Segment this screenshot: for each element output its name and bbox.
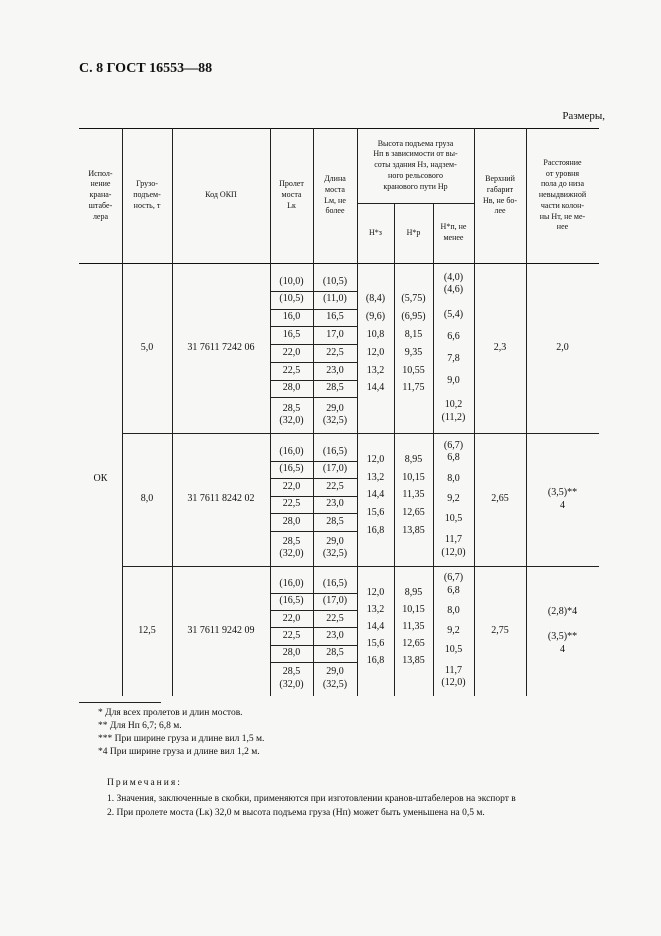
- h-z-value: 13,2: [366, 471, 385, 483]
- bridge-length-value: 29,0 (32,5): [322, 402, 348, 427]
- h-r-value: 10,55: [402, 364, 425, 376]
- h-n-value: 10,2 (11,2): [441, 399, 466, 423]
- h-z-value: 15,6: [366, 638, 385, 650]
- h-n-value: 9,0: [447, 374, 460, 386]
- h-r-value: (6,95): [401, 311, 426, 323]
- h-z-value: 12,0: [366, 346, 385, 358]
- bridge-length-value: 28,5: [326, 646, 344, 658]
- h-r-value: 8,15: [404, 328, 423, 340]
- capacity-value: 12,5: [138, 624, 156, 636]
- h-n-value: (6,7) 6,8: [443, 572, 464, 596]
- header-capacity: Грузо- подъем- ность, т: [133, 179, 161, 210]
- footnote-2: ** Для Нп 6,7; 6,8 м.: [98, 721, 182, 731]
- bridge-length-value: (17,0): [322, 463, 348, 475]
- bridge-length-value: 28,5: [326, 515, 344, 527]
- bridge-length-value: 16,5: [326, 311, 344, 323]
- h-z-value: 12,0: [366, 454, 385, 466]
- h-n-value: 10,5: [444, 644, 463, 656]
- h-n-value: (4,0) (4,6): [443, 271, 464, 296]
- note-2: 2. При пролете моста (Lк) 32,0 м высота подъема груза (Нп) может быть уменьшена на 0,5 м.: [107, 808, 485, 818]
- h-z-value: 14,4: [366, 489, 385, 501]
- footnotes: [98, 707, 264, 759]
- specifications-table: [79, 128, 599, 696]
- header-top-clearance: Верхний габарит Нв, не бо- лее: [482, 173, 518, 216]
- note-1: 1. Значения, заключенные в скобки, применяются при изготовлении кранов-штабелеров на экспорт в: [107, 794, 516, 804]
- bridge-length-value: (16,5): [322, 445, 348, 457]
- h-z-value: 13,2: [366, 604, 385, 616]
- span-value: 28,5 (32,0): [279, 402, 304, 427]
- bridge-length-value: 22,5: [326, 612, 344, 624]
- span-value: (10,0): [279, 275, 304, 287]
- h-z-value: 13,2: [366, 364, 385, 376]
- bridge-length-value: 29,0 (32,5): [322, 666, 348, 690]
- h-r-value: 8,95: [404, 586, 423, 598]
- top-clearance-value: 2,3: [493, 341, 507, 353]
- span-value: (10,5): [279, 293, 304, 305]
- column-distance-value: (2,8)*4 (3,5)** 4: [547, 606, 578, 655]
- bridge-length-value: 17,0: [326, 328, 344, 340]
- h-r-value: 10,15: [402, 604, 425, 616]
- notes: [107, 776, 516, 820]
- h-n-value: 9,2: [447, 624, 460, 636]
- capacity-value: 8,0: [140, 493, 154, 505]
- h-n-value: 8,0: [447, 605, 460, 617]
- column-distance-value: 2,0: [556, 341, 569, 353]
- bridge-length-value: 22,5: [326, 480, 344, 492]
- h-n-value: 9,2: [447, 493, 460, 505]
- h-r-value: 13,85: [402, 655, 425, 667]
- bridge-length-value: 29,0 (32,5): [322, 535, 348, 560]
- top-clearance-value: 2,65: [491, 493, 509, 505]
- page-header: С. 8 ГОСТ 16553—88: [79, 61, 213, 76]
- span-value: 22,0: [282, 612, 301, 624]
- footnote-3: *** При ширине груза и длине вил 1,5 м.: [98, 734, 265, 744]
- h-z-value: 16,8: [366, 524, 385, 536]
- header-h-r: Н*р: [406, 227, 421, 237]
- h-r-value: 11,35: [402, 621, 425, 633]
- h-z-value: (8,4): [365, 293, 386, 305]
- okp-code-value: 31 7611 9242 09: [187, 624, 255, 636]
- bridge-length-value: (17,0): [322, 595, 348, 607]
- h-r-value: 9,35: [404, 346, 423, 358]
- h-z-value: 14,4: [366, 621, 385, 633]
- h-r-value: 13,85: [402, 524, 425, 536]
- h-z-value: 15,6: [366, 507, 385, 519]
- span-value: (16,5): [279, 595, 304, 607]
- span-value: 28,5 (32,0): [279, 535, 304, 560]
- h-n-value: 10,5: [444, 513, 463, 525]
- h-r-value: 11,35: [402, 489, 425, 501]
- header-h-n: Н*п, не менее: [440, 222, 467, 242]
- capacity-value: 5,0: [140, 341, 154, 353]
- h-n-value: 6,6: [447, 330, 460, 342]
- span-value: 22,5: [282, 629, 301, 641]
- ispolnenie-value: ОК: [93, 473, 108, 485]
- h-r-value: 12,65: [402, 638, 425, 650]
- bridge-length-value: 23,0: [326, 364, 344, 376]
- bridge-length-value: 23,0: [326, 629, 344, 641]
- header-h-z: Н*з: [369, 227, 382, 237]
- bridge-length-value: 28,5: [326, 382, 344, 394]
- h-z-value: 14,4: [366, 382, 385, 394]
- span-value: 22,0: [282, 346, 301, 358]
- span-value: 28,0: [282, 515, 301, 527]
- notes-title: Примечания:: [107, 778, 182, 788]
- h-r-value: (5,75): [401, 293, 426, 305]
- span-value: (16,0): [279, 445, 304, 457]
- header-column-distance: Расстояние от уровня пола до низа невыдвижной части колон- ны Нт, не ме- нее: [538, 157, 587, 232]
- footnote-4: *4 При ширине груза и длине вил 1,2 м.: [98, 747, 260, 757]
- span-value: 28,5 (32,0): [279, 666, 304, 690]
- bridge-length-value: (10,5): [322, 275, 348, 287]
- h-r-value: 8,95: [404, 454, 423, 466]
- bridge-length-value: 22,5: [326, 346, 344, 358]
- header-lift-height-group: Высота подъема груза Нп в зависимости от вы- соты здания Нз, надзем- ного рельсового кранового пути Нр: [373, 138, 458, 191]
- span-value: 16,5: [282, 328, 301, 340]
- span-value: 22,0: [282, 480, 301, 492]
- bridge-length-value: (11,0): [323, 293, 347, 305]
- header-okp-code: Код ОКП: [205, 190, 237, 200]
- units-note: Размеры,: [562, 110, 605, 122]
- h-n-value: 11,7 (12,0): [441, 534, 466, 558]
- span-value: 28,0: [282, 646, 301, 658]
- bridge-length-value: (16,5): [322, 578, 348, 590]
- h-z-value: (9,6): [365, 311, 386, 323]
- h-n-value: (5,4): [443, 308, 464, 320]
- bridge-length-value: 23,0: [326, 498, 344, 510]
- okp-code-value: 31 7611 7242 06: [187, 341, 255, 353]
- h-n-value: 8,0: [447, 473, 460, 485]
- column-distance-value: (3,5)** 4: [547, 487, 578, 511]
- span-value: 28,0: [282, 382, 301, 394]
- h-n-value: (6,7) 6,8: [443, 439, 464, 464]
- header-span: Пролет моста Lк: [279, 179, 304, 210]
- h-z-value: 16,8: [366, 655, 385, 667]
- span-value: 22,5: [282, 498, 301, 510]
- span-value: (16,5): [279, 463, 304, 475]
- header-ispolnenie: Испол- нение крана- штабе- лера: [88, 168, 113, 221]
- okp-code-value: 31 7611 8242 02: [187, 493, 255, 505]
- header-bridge-length: Длина моста Lм, не более: [324, 173, 346, 216]
- h-n-value: 11,7 (12,0): [441, 664, 466, 689]
- top-clearance-value: 2,75: [491, 624, 509, 636]
- h-r-value: 11,75: [402, 382, 425, 394]
- span-value: 16,0: [282, 311, 301, 323]
- span-value: 22,5: [282, 364, 301, 376]
- h-z-value: 12,0: [366, 586, 385, 598]
- footnote-rule: [79, 702, 161, 703]
- h-z-value: 10,8: [366, 328, 385, 340]
- footnote-1: * Для всех пролетов и длин мостов.: [98, 708, 243, 718]
- h-n-value: 7,8: [447, 352, 460, 364]
- span-value: (16,0): [279, 578, 304, 590]
- h-r-value: 12,65: [402, 507, 425, 519]
- h-r-value: 10,15: [402, 471, 425, 483]
